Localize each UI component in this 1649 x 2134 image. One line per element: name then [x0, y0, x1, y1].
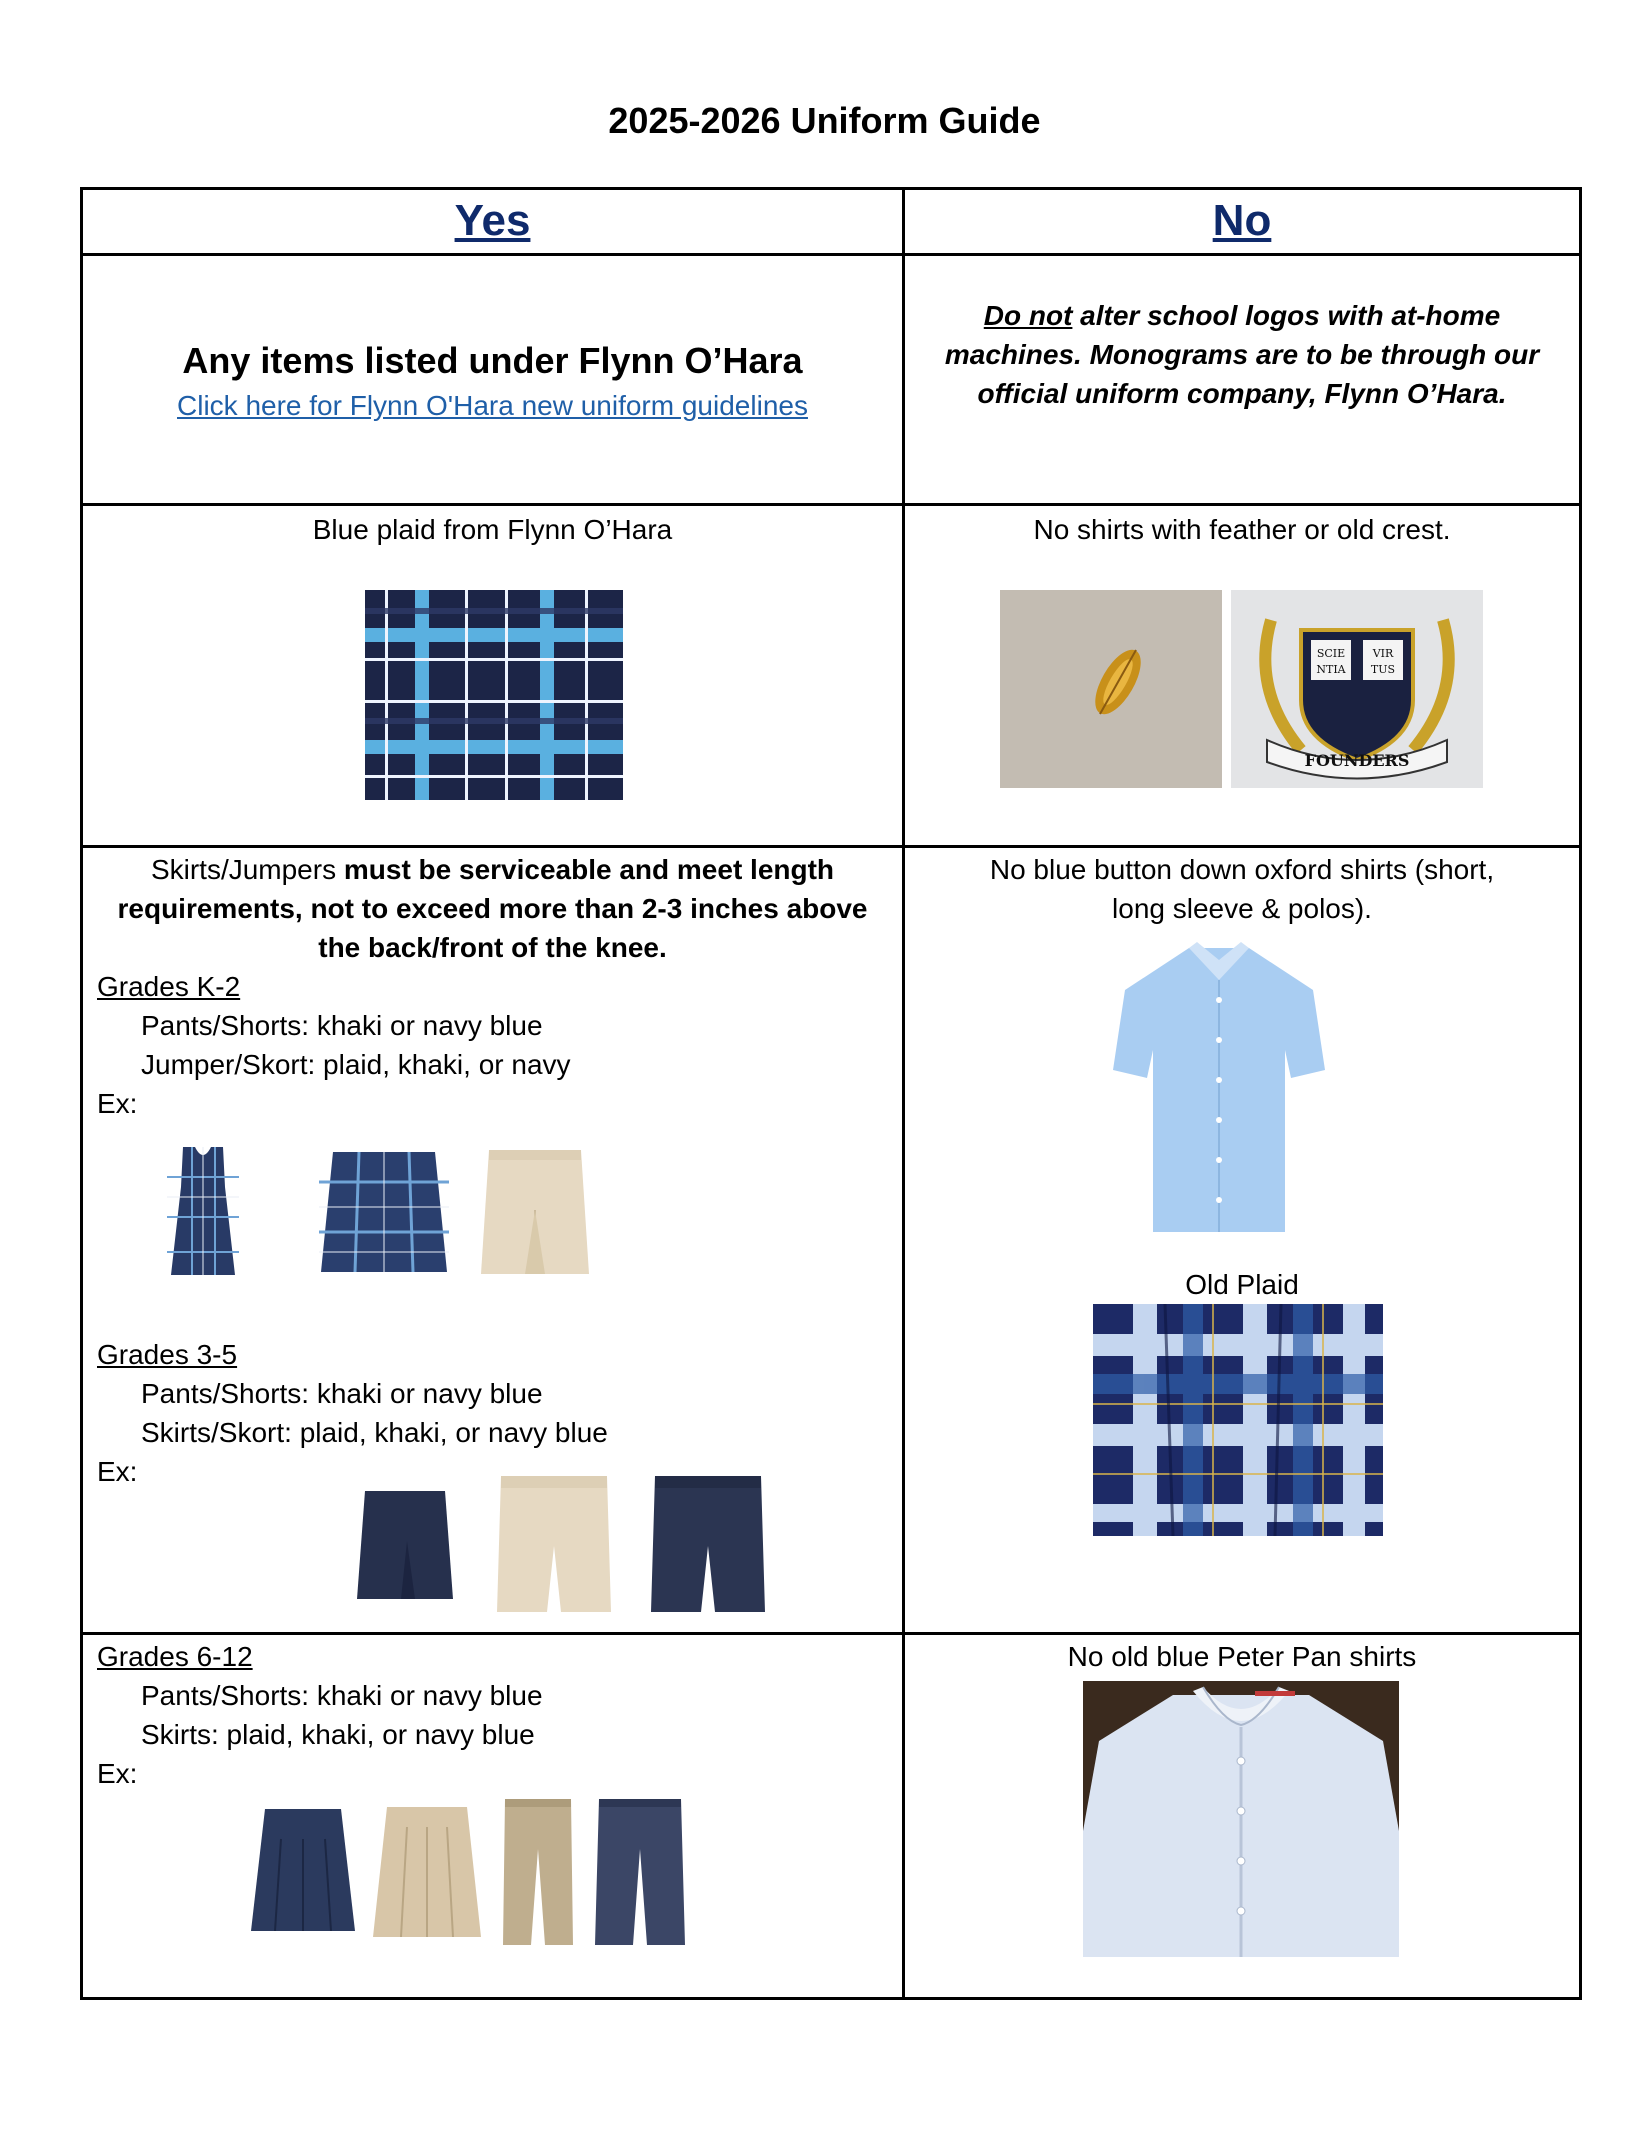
g612-pants-text: Pants/Shorts: khaki or navy blue — [141, 1680, 543, 1711]
g35-khaki-shorts-image — [497, 1476, 611, 1612]
flynn-ohara-heading: Any items listed under Flynn O’Hara — [182, 340, 803, 381]
g612-navy-skirt-image — [251, 1809, 355, 1931]
row4-yes-cell — [82, 1634, 904, 1999]
old-crest-image — [1231, 590, 1483, 788]
g612-khaki-pants-image — [503, 1799, 573, 1945]
g612-khaki-skirt-image — [373, 1807, 481, 1937]
crest-word-vir: VIR — [1372, 647, 1394, 660]
logo-warning — [905, 296, 1579, 413]
column-header-yes — [82, 189, 904, 255]
do-not-text: Do not — [983, 300, 1073, 331]
k2-jumper-text: Jumper/Skort: plaid, khaki, or navy — [141, 1049, 571, 1080]
g35-pants-text: Pants/Shorts: khaki or navy blue — [141, 1378, 543, 1409]
row4-no-cell — [904, 1634, 1581, 1999]
grades-6-12-heading: Grades 6-12 — [97, 1641, 253, 1672]
oxford-shirt-image — [1113, 940, 1325, 1240]
row1-yes-cell — [82, 255, 904, 505]
row2-yes-cell — [82, 505, 904, 847]
logo-warning-line-1: alter school logos with at-home — [1072, 300, 1501, 331]
skirt-rule-bold-2: requirements, not to exceed more than 2-3 inches above — [117, 893, 868, 924]
row3-no-cell — [904, 847, 1581, 1634]
no-oxford-line-1: No blue button down oxford shirts (short, — [989, 854, 1495, 885]
skirt-length-rule — [83, 850, 902, 967]
blue-plaid-caption: Blue plaid from Flynn O’Hara — [312, 514, 673, 545]
g35-skirts-text: Skirts/Skort: plaid, khaki, or navy blue — [141, 1417, 608, 1448]
logo-warning-line-2: machines. Monograms are to be through our — [944, 339, 1540, 370]
yes-header: Yes — [454, 196, 531, 245]
no-peter-pan-caption: No old blue Peter Pan shirts — [1067, 1641, 1417, 1672]
k2-example-label: Ex: — [97, 1088, 138, 1119]
g612-example-label: Ex: — [97, 1758, 138, 1789]
row3-yes-cell — [82, 847, 904, 1634]
old-plaid-caption: Old Plaid — [1185, 1269, 1299, 1300]
crest-word-tus: TUS — [1370, 663, 1396, 676]
no-feather-crest-caption: No shirts with feather or old crest. — [1033, 514, 1451, 545]
old-plaid-swatch-image — [1093, 1304, 1383, 1536]
column-header-no — [904, 189, 1581, 255]
g35-navy-skort-image — [357, 1491, 453, 1599]
crest-word-founders: FOUNDERS — [1304, 751, 1410, 770]
logo-warning-line-3: official uniform company, Flynn O’Hara. — [977, 378, 1507, 409]
row2-no-cell — [904, 505, 1581, 847]
feather-logo-image — [1000, 590, 1222, 788]
no-oxford-line-2: long sleeve & polos). — [1112, 893, 1372, 924]
page-title: 2025-2026 Uniform Guide — [608, 100, 1041, 141]
skirt-rule-bold-1: must be serviceable and meet length — [343, 854, 835, 885]
k2-plaid-skort-image — [319, 1152, 449, 1272]
blue-plaid-swatch-image — [365, 590, 623, 800]
k2-pants-text: Pants/Shorts: khaki or navy blue — [141, 1010, 543, 1041]
skirt-rule-bold-3: the back/front of the knee. — [318, 932, 667, 963]
k2-plaid-jumper-image — [167, 1147, 239, 1275]
grades-3-5-heading: Grades 3-5 — [97, 1339, 238, 1370]
crest-word-scie: SCIE — [1316, 647, 1346, 660]
row1-no-cell — [904, 255, 1581, 505]
grades-k2-heading: Grades K-2 — [97, 971, 241, 1002]
uniform-guide-table — [80, 187, 1582, 2000]
g35-navy-shorts-image — [651, 1476, 765, 1612]
skirt-rule-plain: Skirts/Jumpers — [150, 854, 344, 885]
g35-example-label: Ex: — [97, 1456, 138, 1487]
g612-skirts-text: Skirts: plaid, khaki, or navy blue — [141, 1719, 535, 1750]
g612-navy-pants-image — [595, 1799, 685, 1945]
k2-khaki-skort-image — [479, 1150, 591, 1274]
peter-pan-shirt-image — [1083, 1681, 1399, 1957]
no-oxford-caption — [905, 850, 1579, 928]
crest-word-ntia: NTIA — [1316, 663, 1346, 676]
flynn-ohara-guidelines-link[interactable]: Click here for Flynn O'Hara new uniform guidelines — [177, 390, 808, 421]
no-header: No — [1212, 196, 1272, 245]
